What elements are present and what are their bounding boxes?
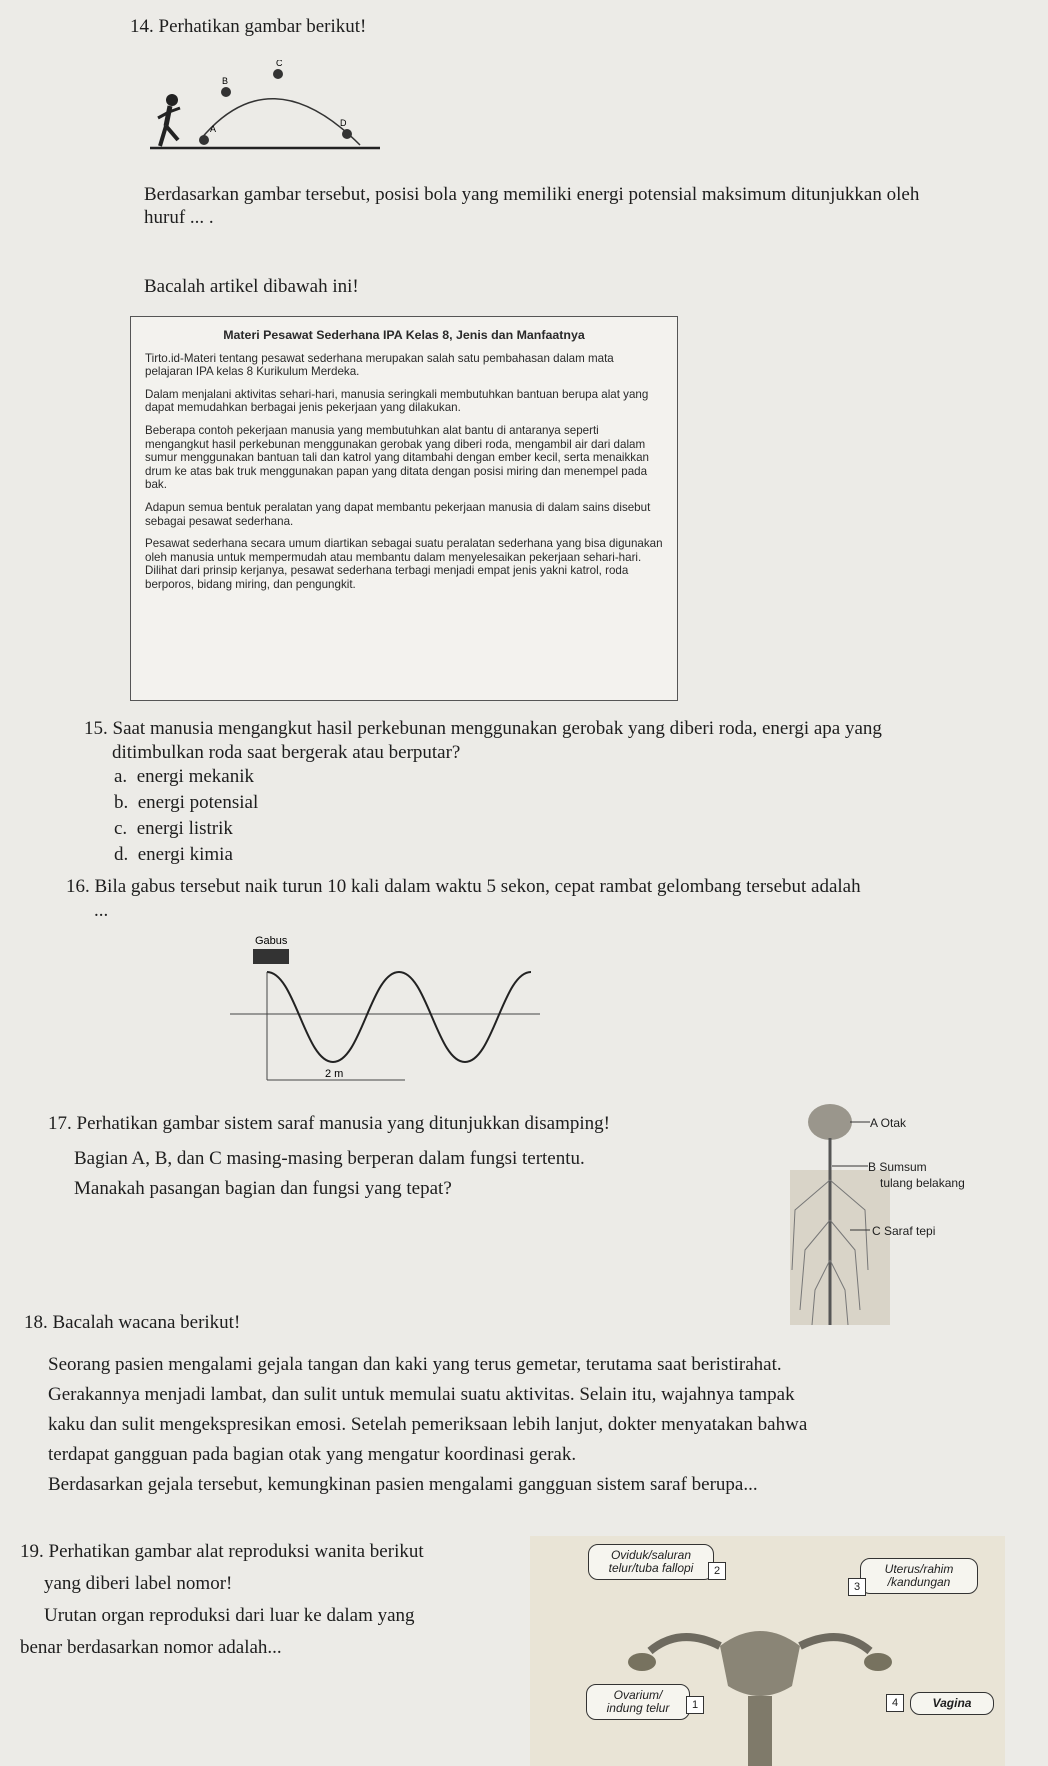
q16-line1 bbox=[66, 874, 861, 900]
number-box-1: 1 bbox=[686, 1696, 704, 1714]
q18-line: kaku dan sulit mengekspresikan emosi. Setelah pemeriksaan lebih lanjut, dokter menyatakan bahwa bbox=[48, 1414, 808, 1435]
q19-line1-text: Perhatikan gambar alat reproduksi wanita berikut bbox=[48, 1541, 424, 1562]
q15-option-c[interactable] bbox=[114, 816, 258, 842]
number-box-4: 4 bbox=[886, 1694, 904, 1712]
q14-number: 14. bbox=[130, 16, 154, 37]
q16-line2: ... bbox=[94, 900, 109, 921]
q17-text: Perhatikan gambar sistem saraf manusia yang ditunjukkan disamping! bbox=[76, 1113, 610, 1134]
ball-c bbox=[273, 69, 283, 79]
distance-label: 2 m bbox=[325, 1068, 344, 1080]
q15-option-a[interactable] bbox=[114, 764, 258, 790]
article-paragraph: Tirto.id-Materi tentang pesawat sederhana merupakan salah satu pembahasan dalam mata pelajaran IPA kelas 8 Kurikulum Merdeka. bbox=[145, 351, 614, 379]
article-box bbox=[130, 316, 678, 701]
q15-option-b[interactable] bbox=[114, 790, 258, 816]
q18-passage bbox=[48, 1350, 807, 1500]
q18-line: Gerakannya menjadi lambat, dan sulit untuk memulai suatu aktivitas. Selain itu, wajahnya tampak bbox=[48, 1384, 795, 1405]
label-sumsum: B Sumsum bbox=[868, 1160, 927, 1174]
q19-line1 bbox=[20, 1536, 424, 1568]
q15-text: Saat manusia mengangkut hasil perkebunan menggunakan gerobak yang diberi roda, energi apa yang bbox=[112, 718, 882, 739]
oviduk-line1: Oviduk/saluran bbox=[610, 1548, 692, 1562]
label-tulang-belakang: tulang belakang bbox=[880, 1176, 965, 1190]
option-letter: d. bbox=[114, 844, 129, 865]
label-ovarium bbox=[586, 1684, 690, 1720]
reproductive-diagram bbox=[530, 1536, 1005, 1766]
label-oviduk bbox=[588, 1544, 714, 1580]
wave-curve bbox=[267, 972, 531, 1062]
q15-option-d[interactable] bbox=[114, 842, 258, 868]
ovarium-line1: Ovarium/ bbox=[613, 1688, 663, 1702]
q14-header bbox=[130, 14, 366, 40]
q19-line2: yang diberi label nomor! bbox=[44, 1573, 233, 1594]
vagina-shape bbox=[748, 1696, 772, 1766]
right-tube bbox=[800, 1637, 870, 1651]
oviduk-line2: telur/tuba fallopi bbox=[608, 1561, 694, 1575]
uterus-line2: /kandungan bbox=[887, 1575, 951, 1589]
label-a: A bbox=[210, 124, 217, 134]
article-title: Materi Pesawat Sederhana IPA Kelas 8, Jenis dan Manfaatnya bbox=[223, 328, 585, 342]
q17-line2: Bagian A, B, dan C masing-masing berperan dalam fungsi tertentu. bbox=[74, 1148, 585, 1169]
q18-number: 18. bbox=[24, 1312, 48, 1333]
gabus-label: Gabus bbox=[255, 935, 288, 947]
left-tube bbox=[650, 1637, 720, 1651]
q18-prompt: Bacalah wacana berikut! bbox=[52, 1312, 241, 1333]
q18-line: Berdasarkan gejala tersebut, kemungkinan pasien mengalami gangguan sistem saraf berupa... bbox=[48, 1474, 758, 1495]
uterus-line1: Uterus/rahim bbox=[884, 1562, 954, 1576]
option-letter: c. bbox=[114, 818, 128, 839]
brain-shape bbox=[808, 1104, 852, 1140]
q15-number: 15. bbox=[84, 718, 108, 739]
body-silhouette bbox=[790, 1170, 890, 1325]
label-vagina: Vagina bbox=[910, 1692, 994, 1715]
label-b: B bbox=[222, 76, 229, 86]
ovarium-line2: indung telur bbox=[606, 1701, 670, 1715]
q14-question-line2: huruf ... . bbox=[144, 207, 214, 228]
q17-line1 bbox=[48, 1111, 610, 1137]
uterus-shape bbox=[720, 1631, 800, 1696]
q19-number: 19. bbox=[20, 1541, 44, 1562]
article-paragraph: Adapun semua bentuk peralatan yang dapat membantu pekerjaan manusia di dalam sains disebut sebagai pesawat sederhana. bbox=[145, 500, 651, 528]
q18-header bbox=[24, 1310, 240, 1336]
q15-line1 bbox=[84, 716, 882, 742]
q14-ball-diagram bbox=[140, 60, 390, 160]
nervous-system-diagram bbox=[770, 1100, 920, 1325]
ball-b bbox=[221, 87, 231, 97]
q19-line4: benar berdasarkan nomor adalah... bbox=[20, 1637, 282, 1658]
number-box-3: 3 bbox=[848, 1578, 866, 1596]
option-text: energi potensial bbox=[137, 792, 259, 813]
q17-line3: Manakah pasangan bagian dan fungsi yang tepat? bbox=[74, 1178, 452, 1199]
gabus-block bbox=[253, 949, 289, 964]
left-ovary bbox=[628, 1653, 656, 1671]
label-otak: A Otak bbox=[870, 1116, 907, 1130]
q14-prompt: Perhatikan gambar berikut! bbox=[158, 16, 367, 37]
right-ovary bbox=[864, 1653, 892, 1671]
ball-d bbox=[342, 129, 352, 139]
q17-number: 17. bbox=[48, 1113, 72, 1134]
q15-line2: ditimbulkan roda saat bergerak atau berputar? bbox=[112, 742, 461, 763]
article-intro: Bacalah artikel dibawah ini! bbox=[144, 276, 359, 297]
q16-number: 16. bbox=[66, 876, 90, 897]
option-text: energi listrik bbox=[136, 818, 233, 839]
article-paragraph: Beberapa contoh pekerjaan manusia yang membutuhkan alat bantu di antaranya seperti mengangkut hasil perkebunan menggunakan gerobak yang diberi roda, mengambil air dari dalam sumur menggunakan bantuan tali dan katrol yang ditambahi dengan ember kecil, serta menaikkan drum ke atas bak truk menggunakan papan yang ditata dengan posisi miring dan menempel pada bak. bbox=[145, 423, 649, 492]
article-paragraph: Dalam menjalani aktivitas sehari-hari, manusia seringkali membutuhkan bantuan berupa alat yang dapat memudahkan berbagai jenis pekerjaan yang dilakukan. bbox=[145, 387, 649, 415]
q16-text: Bila gabus tersebut naik turun 10 kali dalam waktu 5 sekon, cepat rambat gelombang tersebut adalah bbox=[94, 876, 861, 897]
label-uterus bbox=[860, 1558, 978, 1594]
q14-question-line1: Berdasarkan gambar tersebut, posisi bola yang memiliki energi potensial maksimum ditunjukkan oleh bbox=[144, 184, 920, 205]
q18-line: Seorang pasien mengalami gejala tangan dan kaki yang terus gemetar, terutama saat beristirahat. bbox=[48, 1354, 782, 1375]
label-c: C bbox=[276, 60, 283, 68]
q19-text bbox=[20, 1536, 424, 1664]
option-text: energi mekanik bbox=[136, 766, 254, 787]
article-paragraph: Pesawat sederhana secara umum diartikan sebagai suatu peralatan sederhana yang bisa digunakan oleh manusia untuk mempermudah atau membantu dalam menyelesaikan pekerjaan sehari-hari. Dilihat dari prinsip kerjanya, pesawat sederhana terbagi menjadi empat jenis yakni katrol, roda berporos, bidang miring, dan pengungkit. bbox=[145, 537, 663, 591]
number-box-2: 2 bbox=[708, 1562, 726, 1580]
q16-wave-diagram bbox=[225, 932, 545, 1092]
option-letter: b. bbox=[114, 792, 129, 813]
option-text: energi kimia bbox=[137, 844, 233, 865]
q15-options bbox=[114, 752, 258, 868]
ball-trajectory bbox=[200, 99, 360, 145]
label-d: D bbox=[340, 118, 347, 128]
label-saraf-tepi: C Saraf tepi bbox=[872, 1224, 936, 1238]
ball-a bbox=[199, 135, 209, 145]
q19-line3: Urutan organ reproduksi dari luar ke dalam yang bbox=[44, 1605, 415, 1626]
q18-line: terdapat gangguan pada bagian otak yang mengatur koordinasi gerak. bbox=[48, 1444, 577, 1465]
option-letter: a. bbox=[114, 766, 128, 787]
kicker-figure bbox=[158, 94, 180, 146]
